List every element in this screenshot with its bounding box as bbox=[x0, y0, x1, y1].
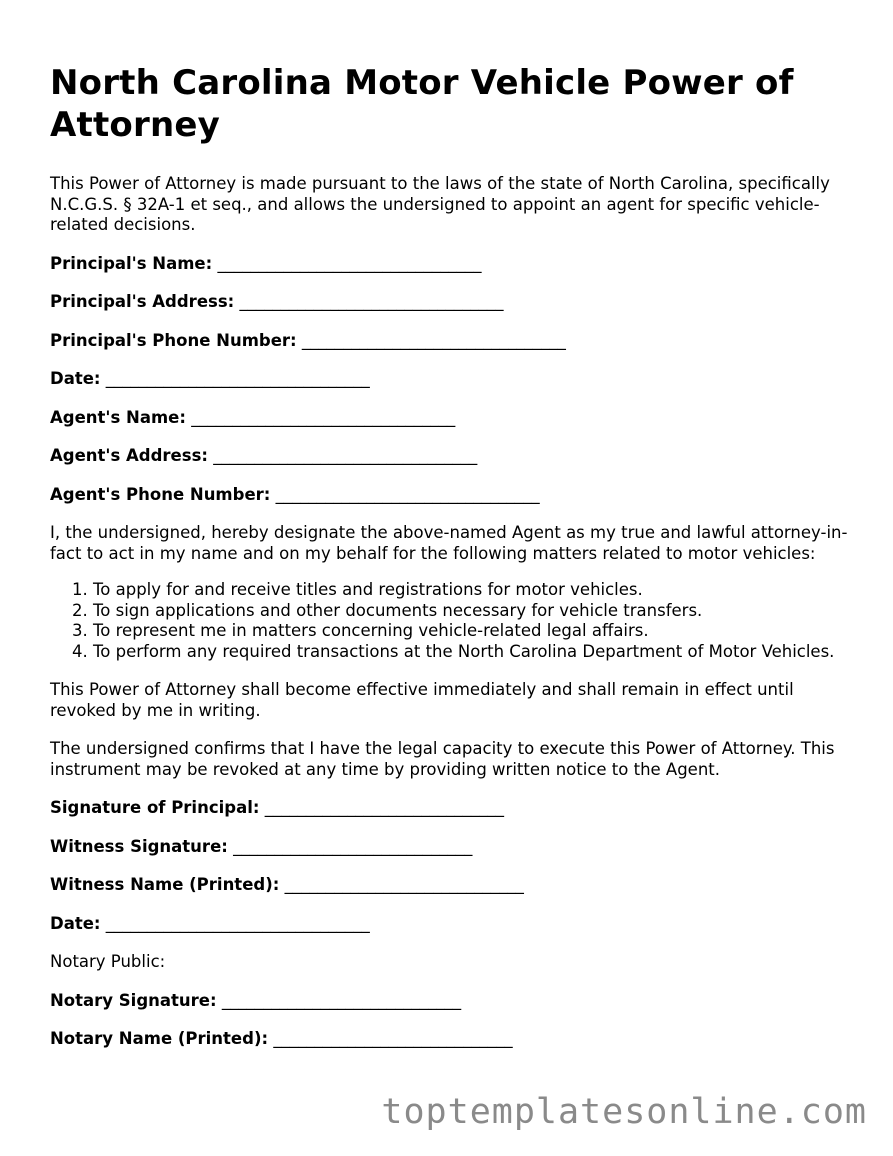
agent-address-label: Agent's Address: bbox=[50, 446, 208, 465]
capacity-paragraph: The undersigned confirms that I have the legal capacity to execute this Power of Attorney. This instrument may be revoked at any time by providing written notice to the Agent. bbox=[50, 739, 835, 779]
agent-name-label: Agent's Name: bbox=[50, 407, 186, 427]
principal-signature-line: _____________________________ bbox=[264, 798, 504, 817]
notary-signature-label: Notary Signature: bbox=[50, 990, 217, 1010]
agent-name-line: ________________________________ bbox=[191, 407, 456, 427]
notary-name-line: _____________________________ bbox=[273, 1029, 513, 1048]
watermark: toptemplatesonline.com bbox=[381, 1092, 867, 1132]
signature-date-label: Date: bbox=[50, 913, 101, 933]
principal-signature-field bbox=[50, 798, 850, 819]
principal-phone-line: ________________________________ bbox=[301, 330, 566, 350]
witness-name-field bbox=[50, 875, 850, 896]
date-line: ________________________________ bbox=[105, 369, 370, 388]
agent-phone-field bbox=[50, 485, 850, 506]
agent-phone-line: ________________________________ bbox=[275, 484, 540, 504]
principal-address-field bbox=[50, 292, 850, 313]
effective-paragraph: This Power of Attorney shall become effective immediately and shall remain in effect until revoked by me in writing. bbox=[50, 680, 794, 720]
notary-signature-field bbox=[50, 991, 850, 1012]
date-label: Date: bbox=[50, 369, 101, 388]
witness-signature-field bbox=[50, 837, 850, 858]
notary-fields bbox=[50, 991, 850, 1050]
principal-name-line: ________________________________ bbox=[217, 253, 482, 273]
witness-name-label: Witness Name (Printed): bbox=[50, 875, 280, 894]
principal-signature-label: Signature of Principal: bbox=[50, 798, 260, 817]
agent-name-field bbox=[50, 408, 850, 429]
notary-signature-line: _____________________________ bbox=[221, 990, 462, 1010]
intro-paragraph: This Power of Attorney is made pursuant to the laws of the state of North Carolina, specifically N.C.G.S. § 32A-1 et seq., and allows the undersigned to appoint an agent for specific vehicle-related decisions. bbox=[50, 174, 830, 234]
signature-date-field bbox=[50, 914, 850, 935]
principal-address-line: ________________________________ bbox=[239, 292, 504, 311]
witness-name-line: _____________________________ bbox=[284, 875, 524, 894]
agent-address-field bbox=[50, 446, 850, 467]
signature-fields bbox=[50, 798, 850, 934]
document-page bbox=[50, 62, 850, 1050]
list-item: 4. To perform any required transactions at the North Carolina Department of Motor Vehicles. bbox=[93, 642, 850, 663]
date-field bbox=[50, 369, 850, 390]
principal-name-field bbox=[50, 254, 850, 275]
principal-agent-fields bbox=[50, 254, 850, 506]
principal-name-label: Principal's Name: bbox=[50, 253, 213, 273]
list-item: 2. To sign applications and other documents necessary for vehicle transfers. bbox=[93, 601, 850, 622]
notary-heading: Notary Public: bbox=[50, 952, 166, 971]
witness-signature-line: _____________________________ bbox=[233, 836, 473, 856]
agent-address-line: ________________________________ bbox=[213, 446, 478, 465]
principal-phone-field bbox=[50, 331, 850, 352]
principal-phone-label: Principal's Phone Number: bbox=[50, 330, 297, 350]
principal-address-label: Principal's Address: bbox=[50, 292, 235, 311]
list-item: 1. To apply for and receive titles and registrations for motor vehicles. bbox=[93, 580, 850, 601]
notary-name-label: Notary Name (Printed): bbox=[50, 1029, 269, 1048]
document-title: North Carolina Motor Vehicle Power of Attorney bbox=[50, 63, 794, 145]
list-item: 3. To represent me in matters concerning vehicle-related legal affairs. bbox=[93, 621, 850, 642]
signature-date-line: ________________________________ bbox=[105, 913, 370, 933]
witness-signature-label: Witness Signature: bbox=[50, 836, 228, 856]
notary-name-field bbox=[50, 1029, 850, 1050]
designation-paragraph: I, the undersigned, hereby designate the above-named Agent as my true and lawful attorney-in-fact to act in my name and on my behalf for the following matters related to motor vehicles: bbox=[50, 523, 848, 563]
matters-list bbox=[50, 580, 850, 662]
agent-phone-label: Agent's Phone Number: bbox=[50, 484, 271, 504]
